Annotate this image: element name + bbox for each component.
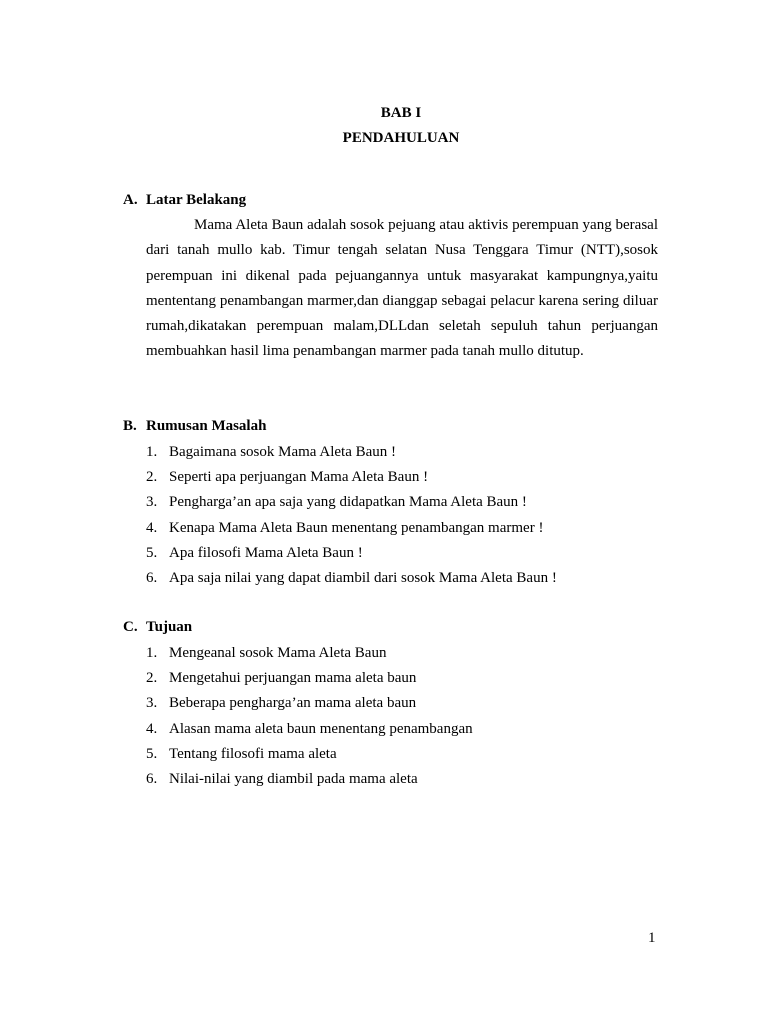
- section-a-title: Latar Belakang: [146, 192, 247, 208]
- list-item: 6. Nilai-nilai yang diambil pada mama aleta: [146, 770, 418, 787]
- section-c-letter: C.: [123, 619, 138, 635]
- list-item: 4. Alasan mama aleta baun menentang penambangan: [146, 720, 473, 737]
- objective-list: [146, 644, 473, 795]
- list-item: 2. Mengetahui perjuangan mama aleta baun: [146, 670, 417, 687]
- list-item: 6. Apa saja nilai yang dapat diambil dari sosok Mama Aleta Baun !: [146, 569, 557, 586]
- section-a-letter: A.: [123, 192, 138, 208]
- section-b-title: Rumusan Masalah: [146, 418, 267, 434]
- background-paragraph: Mama Aleta Baun adalah sosok pejuang atau aktivis perempuan yang berasal dari tanah mullo kab. Timur tengah selatan Nusa Tenggara Timur (NTT),sosok perempuan ini dikenal pada pejuangannya untuk masyarakat kampungnya,yaitu mententang penambangan marmer,dan dianggap sebagai pelacur karena sering diluar rumah,dikatakan perempuan malam,DLLdan seletah sepuluh tahun perjuangan membuahkan hasil lima penambangan marmer pada tanah mullo ditutup.: [146, 217, 658, 360]
- list-item: 4. Kenapa Mama Aleta Baun menentang penambangan marmer !: [146, 519, 544, 536]
- list-item: 3. Beberapa pengharga’an mama aleta baun: [146, 695, 417, 712]
- section-b-heading: [123, 417, 266, 435]
- list-item: 1. Mengeanal sosok Mama Aleta Baun: [146, 645, 387, 661]
- list-item: 5. Tentang filosofi mama aleta: [146, 745, 337, 762]
- section-c-title: Tujuan: [146, 619, 193, 635]
- list-item: 5. Apa filosofi Mama Aleta Baun !: [146, 544, 363, 561]
- section-a-heading: [123, 191, 246, 209]
- list-item: 1. Bagaimana sosok Mama Aleta Baun !: [146, 444, 397, 460]
- list-item: 3. Pengharga’an apa saja yang didapatkan Mama Aleta Baun !: [146, 494, 527, 511]
- problem-list: [146, 443, 557, 594]
- chapter-title: PENDAHULUAN: [342, 130, 460, 146]
- list-item: 2. Seperti apa perjuangan Mama Aleta Baun !: [146, 469, 429, 486]
- page-number: 1: [648, 930, 656, 946]
- section-c-heading: [123, 618, 192, 636]
- section-b-letter: B.: [123, 418, 137, 434]
- chapter-number: BAB I: [380, 105, 422, 121]
